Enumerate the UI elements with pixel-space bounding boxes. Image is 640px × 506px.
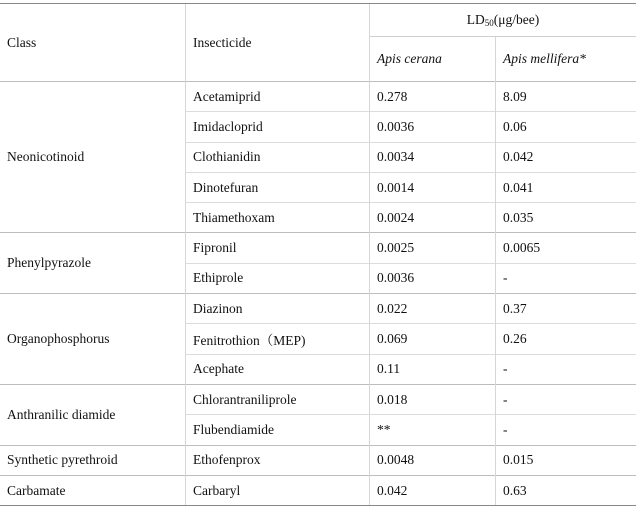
insecticide-cell: Acetamiprid [186,82,370,112]
apis-cerana-value: 0.0024 [370,203,496,233]
header-row-1 [0,4,636,37]
insecticide-cell: Carbaryl [186,475,370,505]
apis-cerana-value: 0.0034 [370,142,496,172]
insecticide-cell: Dinotefuran [186,172,370,202]
apis-mellifera-value: - [496,354,637,384]
apis-mellifera-value: 0.042 [496,142,637,172]
insecticide-cell: Fipronil [186,233,370,263]
header-insecticide: Insecticide [186,4,370,82]
class-cell: Anthranilic diamide [0,384,186,445]
insecticide-cell: Thiamethoxam [186,203,370,233]
apis-cerana-value: ** [370,415,496,445]
header-class: Class [0,4,186,82]
apis-mellifera-value: 0.06 [496,112,637,142]
apis-mellifera-value: 0.035 [496,203,637,233]
class-cell: Organophosphorus [0,294,186,385]
apis-cerana-value: 0.022 [370,294,496,324]
table-row [0,82,636,112]
table-row [0,475,636,505]
apis-cerana-value: 0.0025 [370,233,496,263]
ld-unit: (μg/bee) [493,12,540,27]
insecticide-cell: Diazinon [186,294,370,324]
insecticide-cell: Acephate [186,354,370,384]
table-row [0,384,636,414]
table-row [0,233,636,263]
insecticide-cell: Ethofenprox [186,445,370,475]
apis-mellifera-value: 0.0065 [496,233,637,263]
ld-subscript: 50 [484,18,494,28]
header-ld50 [370,4,637,37]
class-cell: Synthetic pyrethroid [0,445,186,475]
apis-cerana-value: 0.0014 [370,172,496,202]
apis-mellifera-value: - [496,263,637,293]
apis-mellifera-value: 0.015 [496,445,637,475]
apis-mellifera-value: 0.041 [496,172,637,202]
insecticide-cell: Imidacloprid [186,112,370,142]
apis-cerana-value: 0.0036 [370,112,496,142]
apis-cerana-value: 0.0048 [370,445,496,475]
header-apis-mellifera: Apis mellifera* [496,37,637,82]
apis-cerana-value: 0.0036 [370,263,496,293]
apis-mellifera-value: 0.26 [496,324,637,354]
apis-cerana-value: 0.042 [370,475,496,505]
table-row [0,445,636,475]
apis-mellifera-value: - [496,384,637,414]
apis-cerana-value: 0.018 [370,384,496,414]
ld-label: LD [466,12,485,27]
table-body [0,4,636,506]
class-cell: Phenylpyrazole [0,233,186,294]
apis-mellifera-value: 0.63 [496,475,637,505]
insecticide-cell: Chlorantraniliprole [186,384,370,414]
apis-cerana-value: 0.278 [370,82,496,112]
insecticide-cell: Fenitrothion（MEP) [186,324,370,354]
class-cell: Carbamate [0,475,186,505]
insecticide-cell: Ethiprole [186,263,370,293]
toxicity-table [0,3,636,506]
insecticide-cell: Flubendiamide [186,415,370,445]
apis-mellifera-value: - [496,415,637,445]
header-apis-cerana: Apis cerana [370,37,496,82]
apis-mellifera-value: 0.37 [496,294,637,324]
apis-cerana-value: 0.069 [370,324,496,354]
apis-mellifera-value: 8.09 [496,82,637,112]
class-cell: Neonicotinoid [0,82,186,233]
apis-cerana-value: 0.11 [370,354,496,384]
table-row [0,294,636,324]
insecticide-cell: Clothianidin [186,142,370,172]
